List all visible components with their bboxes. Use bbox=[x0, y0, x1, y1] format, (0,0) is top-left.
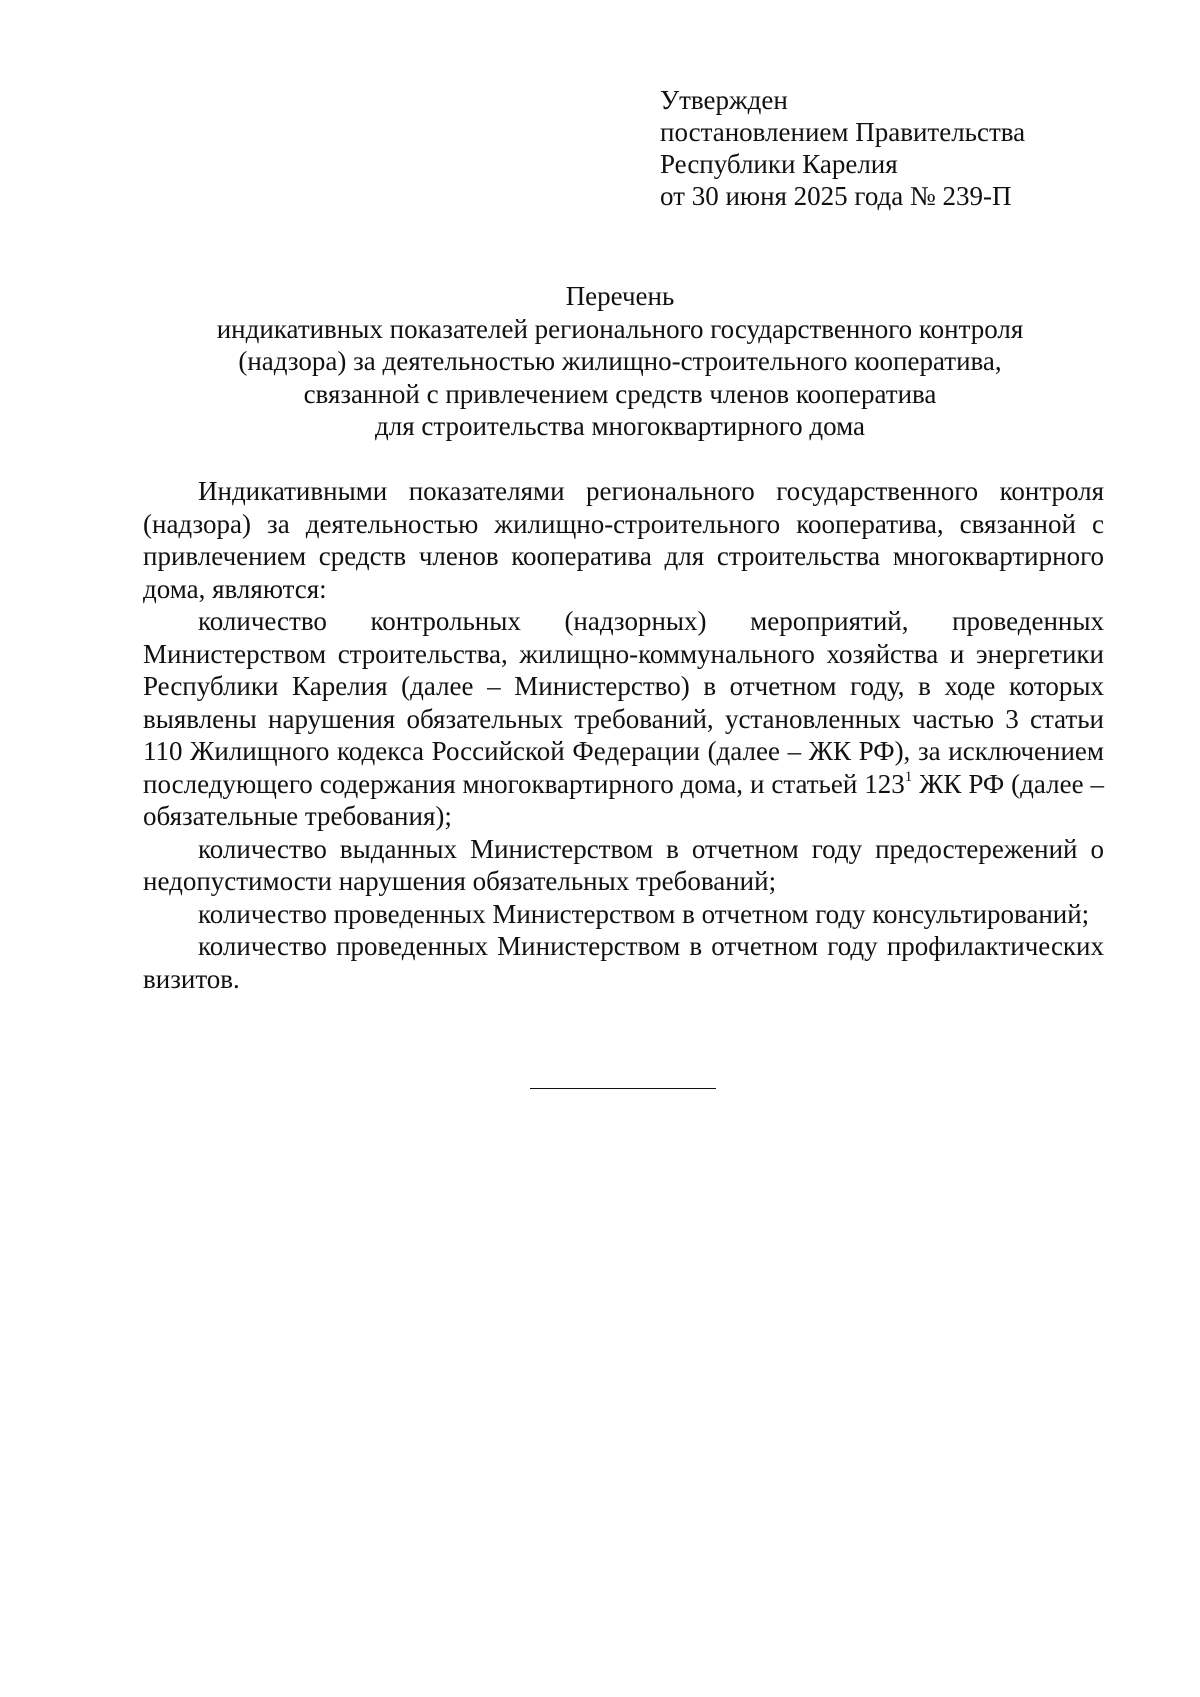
approval-stamp bbox=[660, 84, 1025, 212]
article-superscript: 1 bbox=[904, 768, 913, 785]
approval-line-date-number: от 30 июня 2025 года № 239-П bbox=[660, 181, 1012, 211]
indicator-item-1 bbox=[143, 605, 1104, 833]
title-line-1: индикативных показателей регионального государственного контроля bbox=[216, 313, 1024, 344]
indicator-item-1-text: количество контрольных (надзорных) мероприятий, проведенных Министерством строительства, жилищно-коммунального хозяйства и энергетики Республики Карелия (далее – Министерство) в отчетном году, в ходе которых выявлены нарушения обязательных требований, установленных частью 3 статьи 110 Жилищного кодекса Российской Федерации (далее – ЖК РФ), за исключением последующего содержания многоквартирного дома, и статьей 123 bbox=[143, 606, 1104, 799]
title-line-4: для строительства многоквартирного дома bbox=[375, 411, 865, 441]
approval-line-resolution: постановлением Правительства bbox=[660, 117, 1026, 147]
intro-paragraph: Индикативными показателями регионального государственного контроля (надзора) за деятельностью жилищно-строительного кооператива, связанной с привлечением средств членов кооператива для строительства многоквартирного дома, являются: bbox=[143, 476, 1104, 604]
document-title bbox=[140, 280, 1100, 443]
document-body bbox=[143, 475, 1104, 995]
approval-line-approved: Утвержден bbox=[660, 85, 788, 115]
title-line-3: связанной с привлечением средств членов кооператива bbox=[303, 378, 937, 409]
indicator-item-1-tail: ЖК РФ (далее – обязательные требования); bbox=[143, 768, 1104, 831]
end-divider-line bbox=[530, 1088, 716, 1089]
indicator-item-4: количество проведенных Министерством в отчетном году профилактических визитов. bbox=[143, 931, 1104, 994]
indicator-item-2: количество выданных Министерством в отчетном году предостережений о недопустимости нарушения обязательных требований; bbox=[143, 833, 1104, 896]
title-line-2: (надзора) за деятельностью жилищно-строительного кооператива, bbox=[238, 346, 1002, 376]
approval-line-republic: Республики Карелия bbox=[660, 149, 898, 179]
title-heading: Перечень bbox=[565, 281, 675, 311]
indicator-item-3: количество проведенных Министерством в отчетном году консультирований; bbox=[198, 898, 1090, 929]
